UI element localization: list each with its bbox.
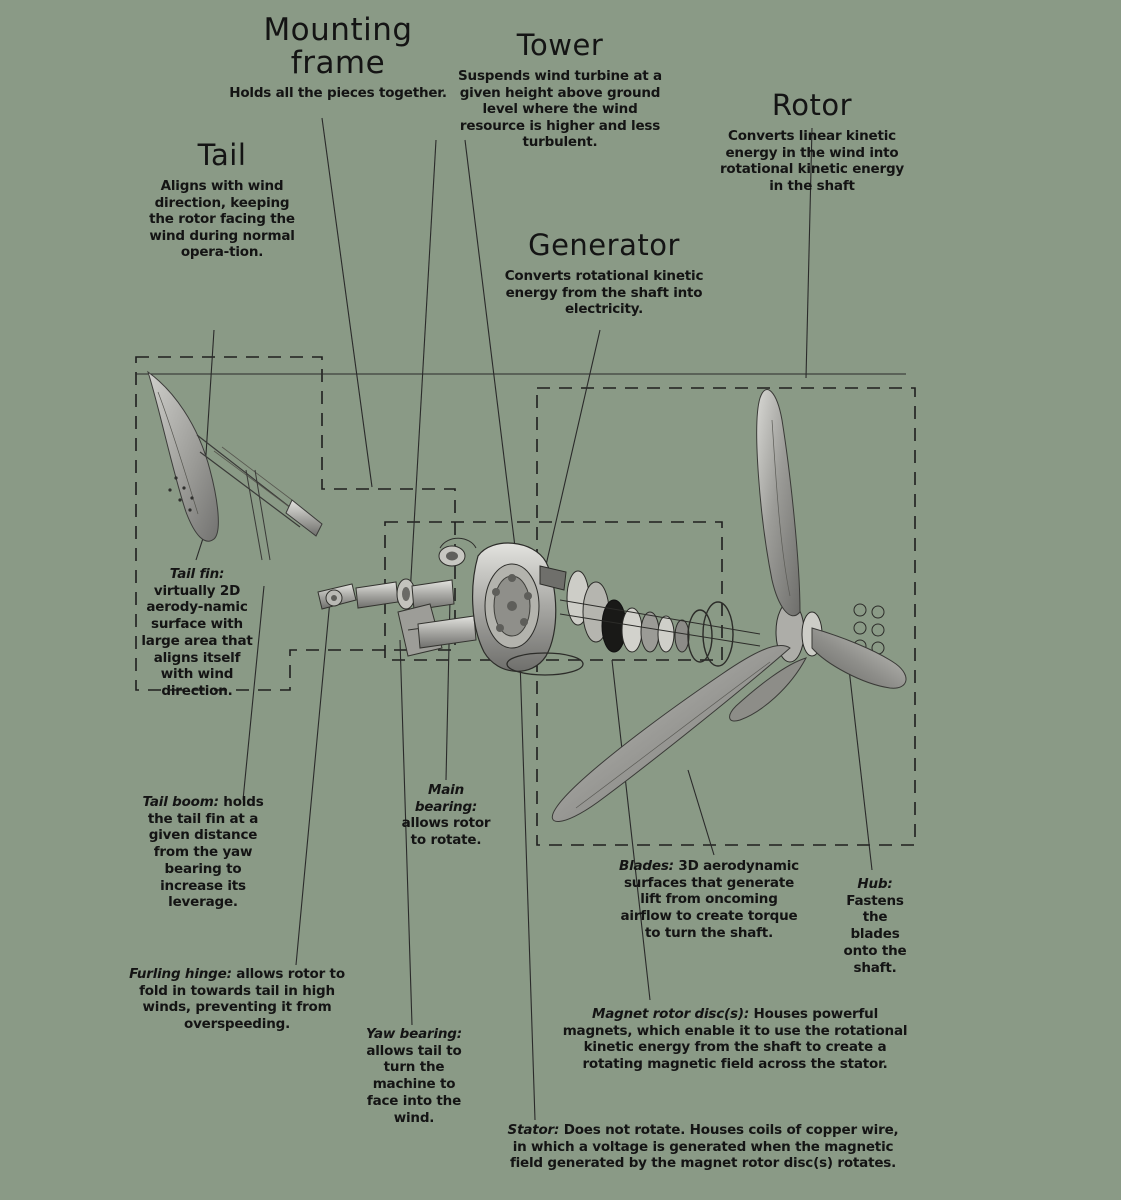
callout-tower [452, 28, 668, 151]
note-text: holds the tail fin at a given distance from the yaw bearing to increase its leverage. [147, 794, 264, 911]
callout-mounting-frame [228, 14, 448, 102]
hub-part [776, 602, 884, 662]
tail-boom-part [197, 435, 322, 560]
note-yaw-bearing [362, 1026, 466, 1126]
callout-tail [142, 138, 302, 261]
note-main-bearing [398, 782, 494, 849]
note-tail-fin [138, 566, 256, 700]
note-text: allows rotor to fold in towards tail in high winds, preventing it from overspeeding. [139, 966, 345, 1033]
callout-body: Suspends wind turbine at a given height above ground level where the wind resource is higher and less turbulent. [458, 68, 662, 151]
note-text: Does not rotate. Houses coils of copper wire, in which a voltage is generated when the magnetic field generated by the magnet rotor disc(s) rotates. [509, 1122, 899, 1172]
note-term: Yaw bearing: [366, 1026, 462, 1042]
tail-fin-part [148, 372, 218, 541]
note-text: allows rotor to rotate. [401, 815, 491, 849]
generator-assembly [473, 543, 760, 675]
callout-body: Converts linear kinetic energy in the wind into rotational kinetic energy in the shaft [719, 128, 905, 194]
note-term: Blades: [619, 858, 674, 874]
note-magnet-rotor-discs [560, 1006, 910, 1073]
note-hub [836, 876, 914, 976]
note-term: Tail boom: [142, 794, 219, 810]
callout-body: Holds all the pieces together. [229, 85, 447, 102]
note-text: Houses powerful magnets, which enable it to use the rotational kinetic energy from the shaft to create a rotating magnetic field across the stator. [562, 1006, 908, 1073]
callout-body: Converts rotational kinetic energy from the shaft into electricity. [504, 268, 704, 318]
note-term: Stator: [507, 1122, 560, 1138]
note-furling-hinge [128, 966, 346, 1033]
note-term: Hub: [857, 876, 893, 892]
note-term: Main bearing: [414, 782, 478, 815]
callout-body: Aligns with wind direction, keeping the rotor facing the wind during normal opera-tion. [149, 178, 295, 261]
callout-heading: Tail [197, 138, 247, 172]
note-term: Magnet rotor disc(s): [591, 1006, 750, 1022]
note-stator [500, 1122, 906, 1172]
note-blades [614, 858, 804, 942]
note-text: allows tail to turn the machine to face into the wind. [366, 1042, 462, 1126]
callout-generator [498, 228, 710, 318]
callout-heading: Mounting frame [263, 12, 413, 81]
yaw-furling-assembly [318, 538, 476, 656]
callout-heading: Generator [528, 228, 680, 262]
note-term: Furling hinge: [129, 966, 232, 982]
callout-heading: Tower [516, 28, 604, 62]
callout-heading: Rotor [771, 88, 853, 122]
blades-part [552, 389, 906, 821]
note-text: Fastens the blades onto the shaft. [843, 892, 907, 976]
callout-rotor [714, 88, 910, 194]
note-term: Tail fin: [169, 566, 225, 582]
note-text: virtually 2D aerody-namic surface with large area that aligns itself with wind direction. [141, 582, 253, 700]
note-tail-boom [142, 794, 264, 911]
note-text: 3D aerodynamic surfaces that generate lift from oncoming airflow to create torque to turn the shaft. [620, 858, 799, 941]
